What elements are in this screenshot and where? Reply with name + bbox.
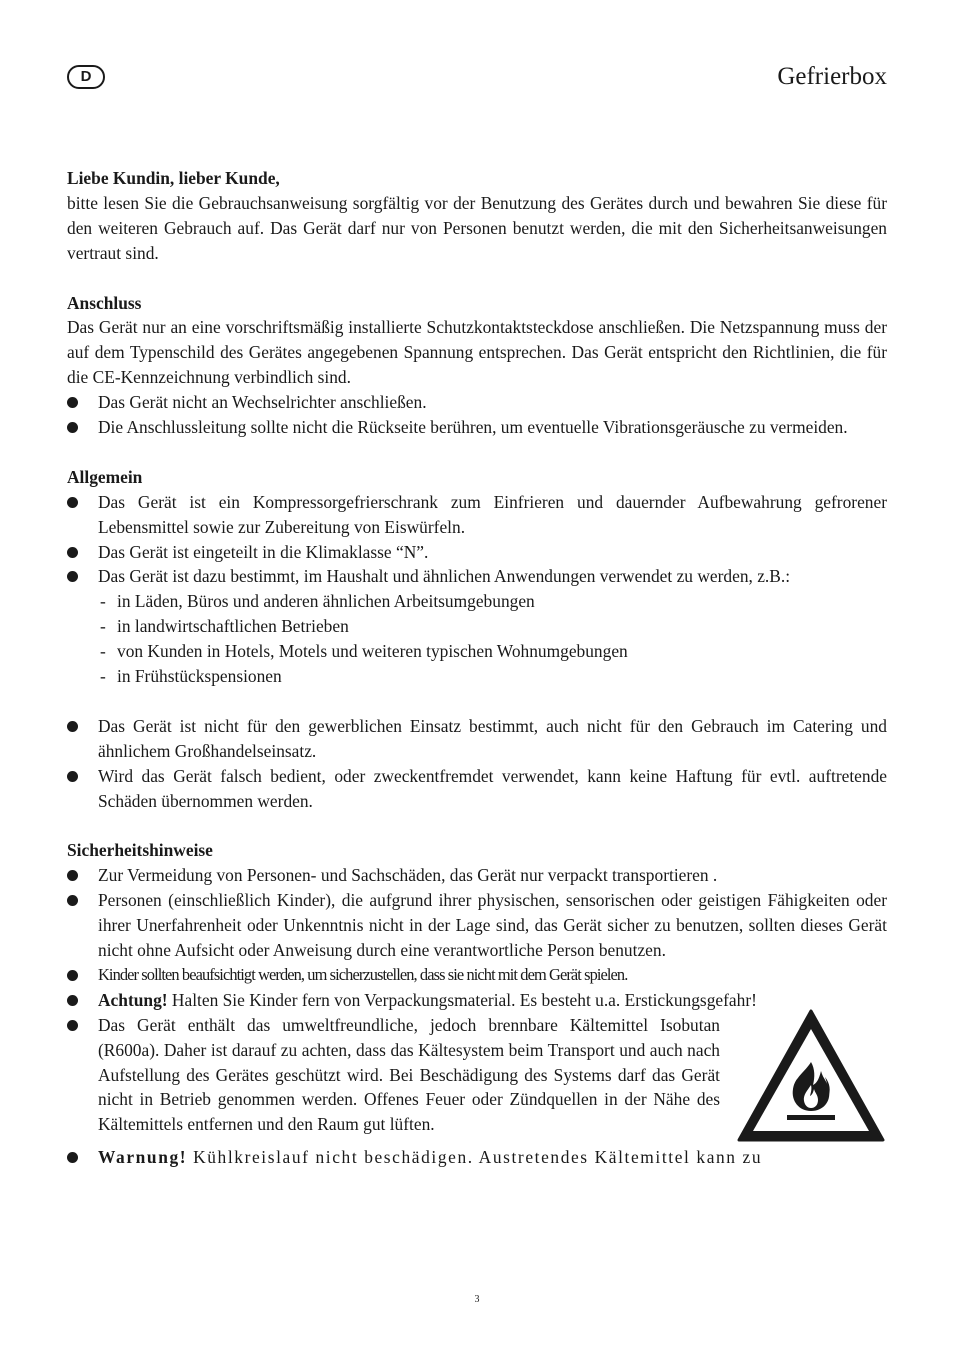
spacer [67, 689, 887, 714]
refrigerant-warning [98, 1013, 887, 1145]
list-item: Die Anschlussleitung sollte nicht die Rückseite berühren, um eventuelle Vibrationsgeräusche zu vermeiden. [67, 415, 887, 440]
list-item: Das Gerät ist nicht für den gewerblichen Einsatz bestimmt, auch nicht für den Gebrauch im Catering und ähnlichem Großhandelseinsatz. [67, 714, 887, 764]
list-item: Wird das Gerät falsch bedient, oder zweckentfremdet verwendet, kann keine Haftung für evtl. auftretende Schäden übernommen werden. [67, 764, 887, 814]
warnung-text: Kühlkreislauf nicht beschädigen. Austretendes Kältemittel kann zu [187, 1146, 763, 1167]
list-item: Das Gerät nicht an Wechselrichter anschließen. [67, 390, 887, 415]
intro-section [67, 166, 887, 266]
document-title: Gefrierbox [777, 63, 887, 90]
list-item: Personen (einschließlich Kinder), die aufgrund ihrer physischen, sensorischen oder geistigen Fähigkeiten oder ihrer Unerfahrenheit oder Unkenntnis nicht in der Lage sind, das Gerät sicher zu benutzen, sollten dieses Gerät nicht ohne Aufsicht oder Anweisung durch eine verantwortliche Person benutzen. [67, 888, 887, 963]
anschluss-section [67, 291, 887, 440]
sublist-item: - in Frühstückspensionen [98, 664, 887, 689]
sicherheit-heading: Sicherheitshinweise [67, 840, 213, 861]
intro-text: bitte lesen Sie die Gebrauchsanweisung sorgfältig vor der Benutzung des Gerätes durch und bewahren Sie diese für den weiteren Gebrauch auf. Das Gerät darf nur von Personen benutzt werden, die mit den Sicherheitsanweisungen vertraut sind. [67, 192, 887, 263]
anschluss-bullet-list [67, 390, 887, 440]
achtung-text: Halten Sie Kinder fern von Verpackungsmaterial. Es besteht u.a. Erstickungsgefahr! [167, 989, 757, 1010]
allgemein-section [67, 465, 887, 814]
page-number: 3 [474, 1294, 480, 1305]
allgemein-heading: Allgemein [67, 466, 143, 487]
list-item [67, 1013, 887, 1145]
warnung-label: Warnung! [98, 1146, 188, 1167]
list-item: Das Gerät ist ein Kompressorgefrierschrank zum Einfrieren und dauernder Aufbewahrung gefrorener Lebensmittel sowie zur Zubereitung von Eiswürfeln. [67, 490, 887, 540]
list-item [67, 1145, 887, 1170]
list-item: Zur Vermeidung von Personen- und Sachschäden, das Gerät nur verpackt transportieren . [67, 863, 887, 888]
allgemein-bullet-list [67, 490, 887, 689]
anschluss-text: Das Gerät nur an eine vorschriftsmäßig installierte Schutzkontaktsteckdose anschließen. Die Netzspannung muss der auf dem Typenschild des Gerätes angegebenen Spannung entsprechen. Das Gerät entspricht den Richtlinien, die für die CE-Kennzeichnung verbindlich sind. [67, 317, 887, 388]
sublist-item: - in Läden, Büros und anderen ähnlichen Arbeitsumgebungen [98, 589, 887, 614]
list-item-text: Das Gerät ist dazu bestimmt, im Haushalt und ähnlichen Anwendungen verwendet zu werden, z.B.: [98, 566, 791, 587]
sublist-item: - von Kunden in Hotels, Motels und weiteren typischen Wohnumgebungen [98, 639, 887, 664]
page-content [67, 166, 887, 1170]
anschluss-heading: Anschluss [67, 292, 142, 313]
list-item: Das Gerät ist eingeteilt in die Klimaklasse “N”. [67, 540, 887, 565]
language-badge: D [67, 65, 105, 89]
flammable-warning-icon [735, 1007, 887, 1145]
sicherheit-bullet-list [67, 863, 887, 1169]
refrigerant-text: Das Gerät enthält das umweltfreundliche, jedoch brennbare Kältemittel Isobutan (R600a). Daher ist darauf zu achten, dass das Kältesystem beim Transport und auch nach Aufstellung des Gerätes geschützt wird. Bei Beschädigung des Systems darf das Gerät nicht in Betrieb genommen werden. Offenes Feuer oder Zündquellen in der Nähe des Kältemittels entfernen und den Raum gut lüften. [98, 1014, 720, 1135]
sicherheit-section [67, 838, 887, 1169]
intro-greeting: Liebe Kundin, lieber Kunde, [67, 168, 280, 188]
list-item [67, 564, 887, 689]
usage-sublist [98, 589, 887, 689]
achtung-label: Achtung! [98, 989, 168, 1010]
sublist-item: - in landwirtschaftlichen Betrieben [98, 614, 887, 639]
list-item: Kinder sollten beaufsichtigt werden, um sicherzustellen, dass sie nicht mit dem Gerät spielen. [67, 963, 887, 988]
allgemein-bullet-list-2 [67, 714, 887, 814]
